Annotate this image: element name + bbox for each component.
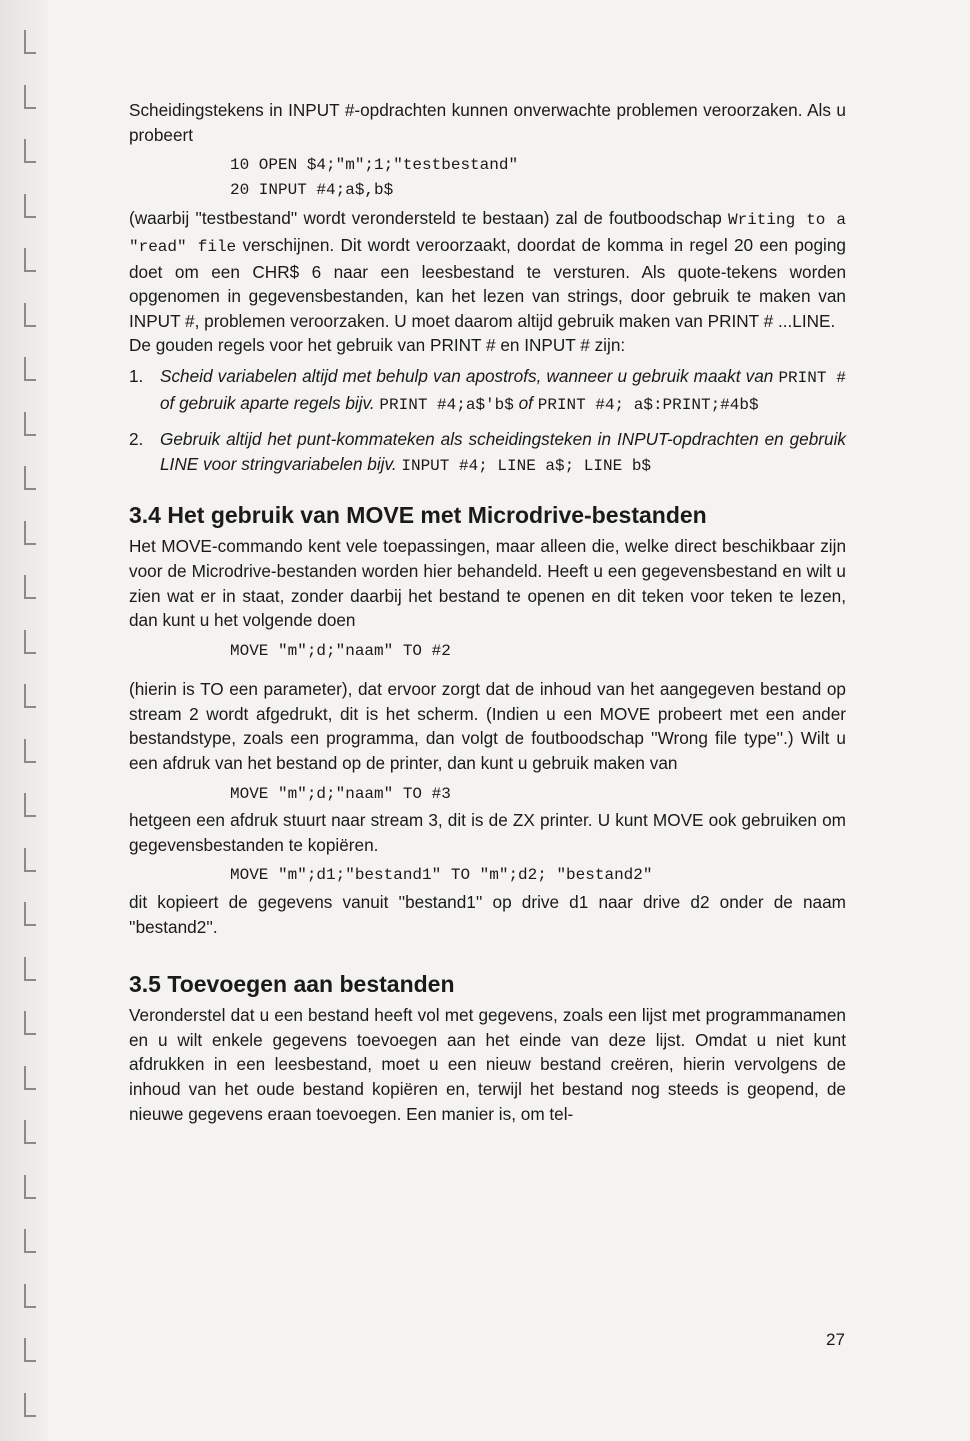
binding-ring <box>24 902 36 926</box>
binding-ring <box>24 412 36 436</box>
section-heading-3-5: 3.5 Toevoegen aan bestanden <box>129 971 455 998</box>
binding-ring <box>24 1066 36 1090</box>
binding-ring <box>24 957 36 981</box>
list-item: 2. Gebruik altijd het punt-kommateken als scheidingsteken in INPUT-opdrachten en gebruik LINE voor stringvariabelen bijv. INPUT #4; LINE a$; LINE b$ <box>129 429 846 475</box>
error-message-code: Writing to a "read" file <box>129 211 847 256</box>
binding-ring <box>24 739 36 763</box>
paragraph-appending-files: Veronderstel dat u een bestand heeft vol met gegevens, zoals een lijst met programmanamen en u wilt enkele gegevens toevoegen aan het einde van deze lijst. Omdat u niet kunt afdrukken in een leesbestand, moet u een nieuw bestand creëren, hierin vervolgens de inhoud van het oude bestand kopiëren en, terwijl het bestand nog steeds is geopend, de nieuwe gegevens eraan toevoegen. Een manier is, om tel- <box>129 1005 846 1124</box>
binding-ring <box>24 357 36 381</box>
binding-ring <box>24 466 36 490</box>
binding-ring <box>24 848 36 872</box>
code-block-open-input <box>129 153 846 202</box>
code-move-copy: MOVE "m";d1;"bestand1" TO "m";d2; "bestand2" <box>230 866 653 885</box>
binding-ring <box>24 139 36 163</box>
paragraph-move-explanation: (hierin is TO een parameter), dat ervoor zorgt dat de inhoud van het aangegeven bestand op stream 2 wordt afgedrukt, dit is het scherm. (Indien u een MOVE probeert met een ander bestandstype, zoals een programma, dan volgt de foutboodschap ''Wrong file type''.) Wilt u een afdruk van het bestand op de printer, dan kunt u gebruik maken van <box>129 679 846 774</box>
page-content <box>129 98 846 1126</box>
page-number: 27 <box>826 1330 845 1349</box>
binding-ring <box>24 1175 36 1199</box>
list-number: 1. <box>129 365 144 386</box>
paragraph-zx-printer: hetgeen een afdruk stuurt naar stream 3, dit is de ZX printer. U kunt MOVE ook gebruiken om gegevensbestanden te kopiëren. <box>129 810 846 855</box>
binding-ring <box>24 793 36 817</box>
binding-ring <box>24 1229 36 1253</box>
paragraph-golden-rules-intro: De gouden regels voor het gebruik van PRINT # en INPUT # zijn: <box>129 335 626 356</box>
binding-ring <box>24 30 36 54</box>
section-heading-3-4: 3.4 Het gebruik van MOVE met Microdrive-bestanden <box>129 502 707 529</box>
list-item: 1. Scheid variabelen altijd met behulp van apostrofs, wanneer u gebruik maakt van PRINT # of gebruik aparte regels bijv. PRINT #4;a$'b$ of PRINT #4; a$:PRINT;#4b$ <box>129 365 846 414</box>
list-number: 2. <box>129 429 144 450</box>
binding-ring <box>24 1284 36 1308</box>
binding-ring <box>24 684 36 708</box>
code-move-stream2: MOVE "m";d;"naam" TO #2 <box>230 641 451 660</box>
binding-ring <box>24 1338 36 1362</box>
binding-ring <box>24 1393 36 1417</box>
paragraph-error-explanation: (waarbij ''testbestand'' wordt verondersteld te bestaan) zal de foutboodschap Writing to a "read" file verschijnen. Dit wordt veroorzaakt, doordat de komma in regel 20 een poging doet om een CHR$ 6 naar een leesbestand te versturen. Als quote-tekens worden opgenomen in gegevensbestanden, kan het lezen van strings, door gebruik te maken van INPUT #, problemen veroorzaken. U moet daarom altijd gebruik maken van PRINT # ...LINE. <box>129 208 847 331</box>
binding-ring <box>24 1120 36 1144</box>
binding-ring <box>24 303 36 327</box>
rules-list <box>129 364 846 478</box>
code-line: 20 INPUT #4;a$,b$ <box>230 180 394 199</box>
binding-ring <box>24 248 36 272</box>
code-move-stream3: MOVE "m";d;"naam" TO #3 <box>230 784 451 803</box>
code-line: 10 OPEN $4;"m";1;"testbestand" <box>230 156 519 175</box>
binding-ring <box>24 575 36 599</box>
paragraph-input-separators: Scheidingstekens in INPUT #-opdrachten kunnen onverwachte problemen veroorzaken. Als u probeert <box>129 100 846 145</box>
binding-strip <box>0 0 48 1441</box>
paragraph-move-command: Het MOVE-commando kent vele toepassingen, maar alleen die, welke direct beschikbaar zijn voor de Microdrive-bestanden worden hier behandeld. Heeft u een gegevensbestand en wilt u zien wat er in staat, zonder daarbij het bestand te openen en dit teken voor teken te lezen, dan kunt u het volgende doen <box>129 536 846 631</box>
binding-ring <box>24 194 36 218</box>
binding-ring <box>24 1011 36 1035</box>
binding-ring <box>24 85 36 109</box>
binding-ring <box>24 630 36 654</box>
binding-ring <box>24 521 36 545</box>
paragraph-copy-explanation: dit kopieert de gegevens vanuit ''bestand1'' op drive d1 naar drive d2 onder de naam ''bestand2''. <box>129 892 846 937</box>
